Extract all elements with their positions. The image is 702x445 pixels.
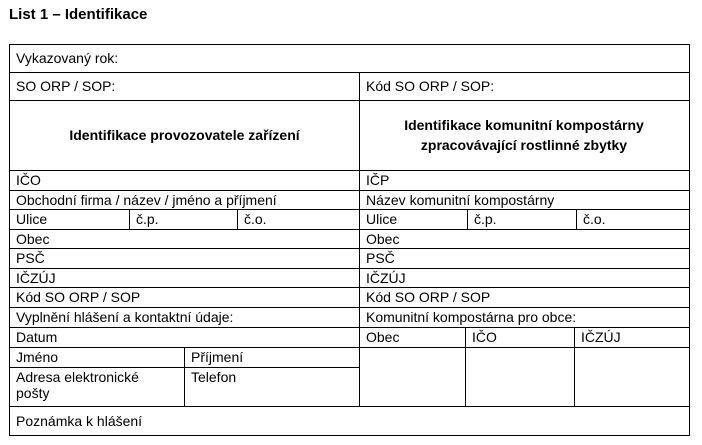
row-divider: [9, 100, 689, 101]
column-divider: [465, 327, 466, 406]
operator-section-header: Identifikace provozovatele zařízení: [69, 127, 300, 143]
facility-orp-code-label: Kód SO ORP / SOP: [366, 289, 491, 305]
operator-obec-label: Obec: [16, 231, 50, 247]
operator-ico-label: IČO: [16, 172, 41, 188]
facility-icp-label: IČP: [366, 172, 390, 188]
contact-section-label: Vyplnění hlášení a kontaktní údaje:: [16, 309, 234, 325]
row-divider: [9, 406, 689, 407]
municipality-ico-column-header: IČO: [472, 329, 497, 345]
facility-obec-label: Obec: [366, 231, 400, 247]
row-divider: [9, 72, 689, 73]
column-divider: [359, 72, 360, 406]
facility-name-label: Název komunitní kompostárny: [366, 192, 555, 208]
orp-code-label: Kód SO ORP / SOP:: [366, 78, 495, 94]
page-title: List 1 – Identifikace: [9, 6, 148, 23]
note-label: Poznámka k hlášení: [16, 413, 143, 429]
operator-iczuj-label: IČZÚJ: [16, 270, 56, 286]
operator-street-label: Ulice: [16, 211, 48, 227]
row-divider: [9, 287, 689, 288]
facility-psc-label: PSČ: [366, 250, 395, 266]
operator-firm-label: Obchodní firma / název / jméno a příjmení: [16, 192, 277, 208]
row-divider: [9, 327, 689, 328]
column-divider: [574, 327, 575, 406]
first-name-label: Jméno: [16, 349, 59, 365]
facility-street-label: Ulice: [366, 211, 398, 227]
operator-co-label: č.o.: [244, 211, 267, 227]
column-divider: [184, 347, 185, 406]
operator-orp-code-label: Kód SO ORP / SOP: [16, 289, 141, 305]
facility-co-label: č.o.: [583, 211, 606, 227]
row-divider: [9, 209, 689, 210]
column-divider: [467, 209, 468, 229]
facility-iczuj-label: IČZÚJ: [366, 270, 406, 286]
surname-label: Příjmení: [191, 349, 244, 365]
orp-label: SO ORP / SOP:: [16, 78, 116, 94]
row-divider: [9, 229, 689, 230]
reporting-year-label: Vykazovaný rok:: [16, 50, 119, 66]
facility-cp-label: č.p.: [474, 211, 497, 227]
email-label: Adresa elektronické pošty: [16, 369, 139, 401]
column-divider: [129, 209, 130, 229]
row-divider: [9, 347, 689, 348]
municipality-iczuj-column-header: IČZÚJ: [581, 329, 621, 345]
composting-section-header: Identifikace komunitní kompostárny zpracovávající rostlinné zbytky: [404, 117, 644, 153]
operator-cp-label: č.p.: [136, 211, 159, 227]
row-divider: [9, 190, 689, 191]
municipalities-section-label: Komunitní kompostárna pro obce:: [366, 309, 577, 325]
row-divider: [9, 170, 689, 171]
operator-psc-label: PSČ: [16, 250, 45, 266]
row-divider: [9, 307, 689, 308]
phone-label: Telefon: [191, 369, 237, 385]
date-label: Datum: [16, 329, 58, 345]
column-divider: [237, 209, 238, 229]
municipality-column-header: Obec: [366, 329, 400, 345]
row-divider: [9, 268, 689, 269]
column-divider: [576, 209, 577, 229]
row-divider: [9, 248, 689, 249]
